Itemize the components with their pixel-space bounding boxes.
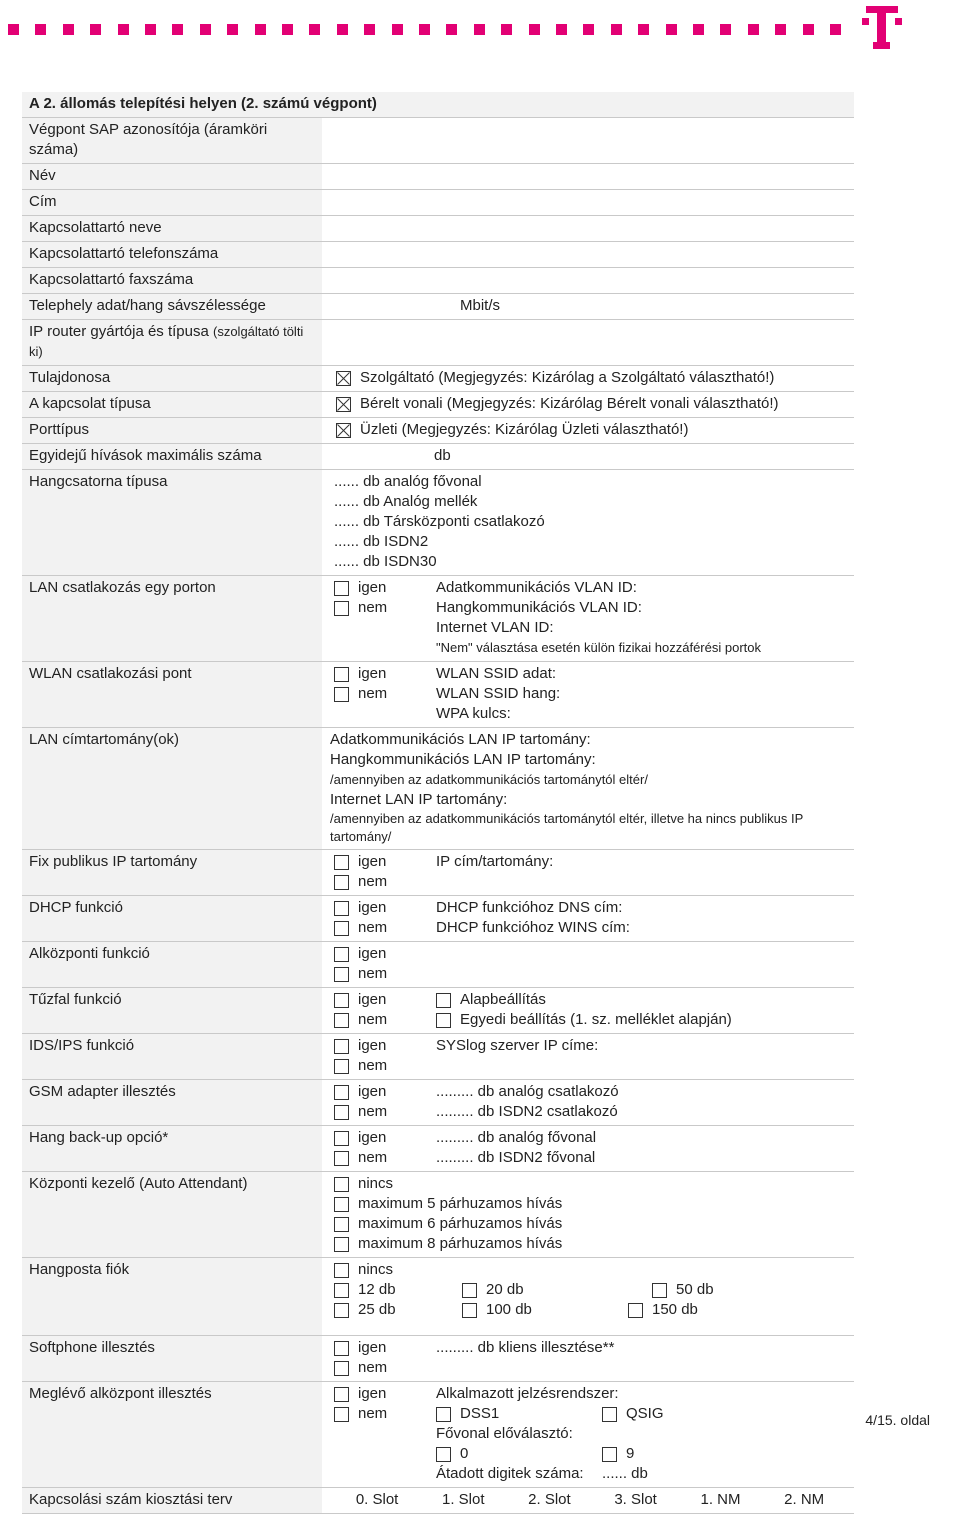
label-numbering: Kapcsolási szám kiosztási terv [22,1488,322,1513]
checkbox-firewall-yes[interactable] [334,993,349,1008]
yes-label: igen [358,1037,387,1054]
wlan-ssid-data: WLAN SSID adat: [436,665,557,682]
row-firewall [22,988,854,1034]
label-owner: Tulajdonosa [22,366,322,391]
label-sap: Végpont SAP azonosítója (áramköri száma) [22,118,322,163]
page-number: 4/15. oldal [865,1412,930,1428]
label-cim: Cím [22,190,322,215]
checkbox-pbx-yes[interactable] [334,947,349,962]
no-label: nem [358,965,388,982]
brand-square [255,24,266,35]
gsm-analog[interactable]: ......... db analóg csatlakozó [436,1083,619,1100]
no-label: nem [358,685,388,702]
checkbox-voicemail-20[interactable] [462,1283,477,1298]
lan-ip-internet: Internet LAN IP tartomány: [330,791,508,808]
lan-ip-data: Adatkommunikációs LAN IP tartomány: [330,731,591,748]
row-kapcs-fax [22,268,854,294]
checkbox-pbx-no[interactable] [334,967,349,982]
nm-2: 2. NM [784,1491,825,1508]
checkbox-owner-checked[interactable] [336,371,351,386]
label-dhcp: DHCP funkció [22,896,322,941]
field-contact-name[interactable] [322,216,854,241]
checkbox-fixip-yes[interactable] [334,855,349,870]
field-contact-fax[interactable] [322,268,854,293]
dss1-label: DSS1 [460,1405,500,1422]
checkbox-existing-pbx-no[interactable] [334,1407,349,1422]
owner-value: Szolgáltató (Megjegyzés: Kizárólag a Szolgáltató választható!) [360,369,775,386]
brand-square [309,24,320,35]
no-label: nem [358,1359,388,1376]
no-label: nem [358,1405,388,1422]
brand-square [282,24,293,35]
row-gsm [22,1080,854,1126]
row-owner [22,366,854,392]
voice-channel-item[interactable]: ...... db ISDN30 [334,553,437,570]
brand-square [529,24,540,35]
checkbox-voicemail-25[interactable] [334,1303,349,1318]
field-bandwidth[interactable] [322,294,854,319]
row-attendant [22,1172,854,1258]
label-attendant: Központi kezelő (Auto Attendant) [22,1172,322,1257]
field-concurrent[interactable] [322,444,854,469]
field-sap[interactable] [322,118,854,163]
label-nev: Név [22,164,322,189]
row-router [22,320,854,366]
checkbox-dhcp-yes[interactable] [334,901,349,916]
voice-channel-item[interactable]: ...... db ISDN2 [334,533,429,550]
checkbox-firewall-default[interactable] [436,993,451,1008]
label-contact-fax: Kapcsolattartó faxszáma [22,268,322,293]
brand-square [720,24,731,35]
brand-square [556,24,567,35]
lan-ip-note1: /amennyiben az adatkommunikációs tartománytól eltér/ [330,772,648,787]
gsm-isdn2[interactable]: ......... db ISDN2 csatlakozó [436,1103,618,1120]
lan-ip-voice: Hangkommunikációs LAN IP tartomány: [330,751,596,768]
brand-square [90,24,101,35]
checkbox-voicemail-100[interactable] [462,1303,477,1318]
lan-ip-note2: /amennyiben az adatkommunikációs tartománytól eltér, illetve ha nincs publikus IP tartomány/ [330,811,804,844]
attendant-option: maximum 6 párhuzamos hívás [358,1215,563,1232]
brand-square [501,24,512,35]
label-contact-name: Kapcsolattartó neve [22,216,322,241]
row-backup [22,1126,854,1172]
signalling-label: Alkalmazott jelzésrendszer: [436,1385,619,1402]
row-voice-channel [22,470,854,576]
checkbox-voicemail-150[interactable] [628,1303,643,1318]
port-value: Üzleti (Megjegyzés: Kizárólag Üzleti választható!) [360,421,689,438]
field-cim[interactable] [322,190,854,215]
brand-square [145,24,156,35]
field-router[interactable] [322,320,854,365]
row-lan-ip [22,728,854,850]
router-label-note: (szolgáltató tölti ki) [29,324,304,359]
dhcp-dns: DHCP funkcióhoz DNS cím: [436,899,623,916]
brand-square [775,24,786,35]
checkbox-dss1[interactable] [436,1407,451,1422]
row-fix-ip [22,850,854,896]
label-voicemail: Hangposta fiók [22,1258,322,1335]
checkbox-voicemail-50[interactable] [652,1283,667,1298]
fixip-address: IP cím/tartomány: [436,853,554,870]
checkbox-prefix-0[interactable] [436,1447,451,1462]
voicemail-option: 100 db [486,1301,532,1318]
firewall-default: Alapbeállítás [460,991,546,1008]
checkbox-lan-yes[interactable] [334,581,349,596]
row-kapcs-neve [22,216,854,242]
wlan-ssid-voice: WLAN SSID hang: [436,685,561,702]
field-nev[interactable] [322,164,854,189]
yes-label: igen [358,1129,387,1146]
voicemail-option: 50 db [676,1281,714,1298]
brand-square [118,24,129,35]
row-port [22,418,854,444]
no-label: nem [358,1103,388,1120]
checkbox-attendant-8[interactable] [334,1237,349,1252]
lan-internet-vlan: Internet VLAN ID: [436,619,554,636]
checkbox-conn-type-checked[interactable] [336,397,351,412]
no-label: nem [358,1057,388,1074]
digits-label: Átadott digitek száma: [436,1465,584,1482]
row-pbx [22,942,854,988]
voice-channel-item[interactable]: ...... db analóg fővonal [334,473,482,490]
yes-label: igen [358,991,387,1008]
no-label: nem [358,1149,388,1166]
row-voicemail [22,1258,854,1336]
no-label: nem [358,873,388,890]
brand-square [227,24,238,35]
yes-label: igen [358,853,387,870]
checkbox-port-checked[interactable] [336,423,351,438]
brand-square [172,24,183,35]
checkbox-wlan-no[interactable] [334,687,349,702]
label-ids: IDS/IPS funkció [22,1034,322,1079]
row-numbering [22,1488,854,1514]
digits-value[interactable]: ...... db [602,1465,648,1482]
bandwidth-unit: Mbit/s [460,297,501,314]
checkbox-gsm-no[interactable] [334,1105,349,1120]
checkbox-softphone-no[interactable] [334,1361,349,1376]
dhcp-wins: DHCP funkcióhoz WINS cím: [436,919,630,936]
row-wlan [22,662,854,728]
brand-square [200,24,211,35]
prefix-0-label: 0 [460,1445,469,1462]
label-pbx: Alközponti funkció [22,942,322,987]
firewall-custom: Egyedi beállítás (1. sz. melléklet alapján) [460,1011,732,1028]
wlan-wpa-key: WPA kulcs: [436,705,511,722]
voicemail-option: 25 db [358,1301,396,1318]
label-lan-ip: LAN címtartomány(ok) [22,728,322,849]
voicemail-option: 150 db [652,1301,698,1318]
checkbox-firewall-custom[interactable] [436,1013,451,1028]
checkbox-voicemail-12[interactable] [334,1283,349,1298]
brand-square [419,24,430,35]
checkbox-ids-yes[interactable] [334,1039,349,1054]
brand-square [583,24,594,35]
yes-label: igen [358,1339,387,1356]
checkbox-softphone-yes[interactable] [334,1341,349,1356]
row-kapcs-tel [22,242,854,268]
brand-square [63,24,74,35]
row-concurrent [22,444,854,470]
form-header [22,92,854,118]
label-bandwidth: Telephely adat/hang sávszélessége [22,294,322,319]
yes-label: igen [358,1385,387,1402]
lan-note: "Nem" választása esetén külön fizikai hozzáférési portok [436,640,761,655]
voice-channel-item[interactable]: ...... db Társközponti csatlakozó [334,513,545,530]
row-dhcp [22,896,854,942]
slot-0: 0. Slot [355,1491,399,1508]
label-contact-phone: Kapcsolattartó telefonszáma [22,242,322,267]
label-concurrent: Egyidejű hívások maximális száma [22,444,322,469]
no-label: nem [358,599,388,616]
slot-2: 2. Slot [528,1491,571,1508]
voice-channel-item[interactable]: ...... db Analóg mellék [334,493,478,510]
brand-square [337,24,348,35]
row-bandwidth [22,294,854,320]
lan-voice-vlan: Hangkommunikációs VLAN ID: [436,599,642,616]
brand-square [611,24,622,35]
row-ids [22,1034,854,1080]
attendant-option: maximum 8 párhuzamos hívás [358,1235,563,1252]
label-lan: LAN csatlakozás egy porton [22,576,322,661]
brand-square [8,24,19,35]
checkbox-firewall-no[interactable] [334,1013,349,1028]
label-fix-ip: Fix publikus IP tartomány [22,850,322,895]
brand-square [830,24,841,35]
slot-1: 1. Slot [441,1491,485,1508]
brand-square [748,24,759,35]
voicemail-option: 20 db [486,1281,524,1298]
checkbox-attendant-6[interactable] [334,1217,349,1232]
checkbox-gsm-yes[interactable] [334,1085,349,1100]
row-softphone [22,1336,854,1382]
checkbox-wlan-yes[interactable] [334,667,349,682]
label-conn-type: A kapcsolat típusa [22,392,322,417]
brand-square [446,24,457,35]
voicemail-option: nincs [358,1261,394,1278]
brand-square [693,24,704,35]
backup-isdn2[interactable]: ......... db ISDN2 fővonal [436,1149,596,1166]
telekom-logo [862,4,902,52]
brand-square [803,24,814,35]
yes-label: igen [358,1083,387,1100]
endpoint-form [22,92,854,1514]
row-lan [22,576,854,662]
row-sap [22,118,854,164]
checkbox-attendant-5[interactable] [334,1197,349,1212]
checkbox-backup-no[interactable] [334,1151,349,1166]
qsig-label: QSIG [626,1405,664,1422]
checkbox-dhcp-no[interactable] [334,921,349,936]
label-wlan: WLAN csatlakozási pont [22,662,322,727]
brand-square [35,24,46,35]
brand-square [364,24,375,35]
conn-type-value: Bérelt vonali (Megjegyzés: Kizárólag Bérelt vonali választható!) [360,395,779,412]
brand-square [392,24,403,35]
no-label: nem [358,1011,388,1028]
brand-square [666,24,677,35]
label-firewall: Tűzfal funkció [22,988,322,1033]
checkbox-backup-yes[interactable] [334,1131,349,1146]
label-voice-channel: Hangcsatorna típusa [22,470,322,575]
attendant-option: nincs [358,1175,394,1192]
label-backup: Hang back-up opció* [22,1126,322,1171]
brand-square [474,24,485,35]
yes-label: igen [358,665,387,682]
voicemail-option: 12 db [358,1281,396,1298]
row-existing-pbx [22,1382,854,1488]
lan-data-vlan: Adatkommunikációs VLAN ID: [436,579,637,596]
no-label: nem [358,919,388,936]
yes-label: igen [358,899,387,916]
checkbox-voicemail-none[interactable] [334,1263,349,1278]
ids-syslog: SYSlog szerver IP címe: [436,1037,599,1054]
row-nev [22,164,854,190]
label-router [22,320,322,365]
brand-square [638,24,649,35]
label-existing-pbx: Meglévő alközpont illesztés [22,1382,322,1487]
prefix-9-label: 9 [626,1445,635,1462]
label-gsm: GSM adapter illesztés [22,1080,322,1125]
backup-analog[interactable]: ......... db analóg fővonal [436,1129,597,1146]
yes-label: igen [358,579,387,596]
label-port: Porttípus [22,418,322,443]
checkbox-qsig[interactable] [602,1407,617,1422]
checkbox-ids-no[interactable] [334,1059,349,1074]
row-cim [22,190,854,216]
label-softphone: Softphone illesztés [22,1336,322,1381]
field-contact-phone[interactable] [322,242,854,267]
slot-3: 3. Slot [614,1491,657,1508]
router-label-main: IP router gyártója és típusa [29,323,209,340]
checkbox-lan-no[interactable] [334,601,349,616]
checkbox-existing-pbx-yes[interactable] [334,1387,349,1402]
checkbox-prefix-9[interactable] [602,1447,617,1462]
checkbox-attendant-none[interactable] [334,1177,349,1192]
checkbox-fixip-no[interactable] [334,875,349,890]
nm-1: 1. NM [700,1491,741,1508]
row-conn-type [22,392,854,418]
softphone-clients[interactable]: ......... db kliens illesztése** [436,1339,615,1356]
yes-label: igen [358,945,387,962]
attendant-option: maximum 5 párhuzamos hívás [358,1195,563,1212]
concurrent-unit: db [434,447,451,464]
brand-dotted-bar [0,24,860,38]
form-title: A 2. állomás telepítési helyen (2. számú végpont) [22,92,854,117]
trunk-prefix-label: Fővonal előválasztó: [436,1425,573,1442]
